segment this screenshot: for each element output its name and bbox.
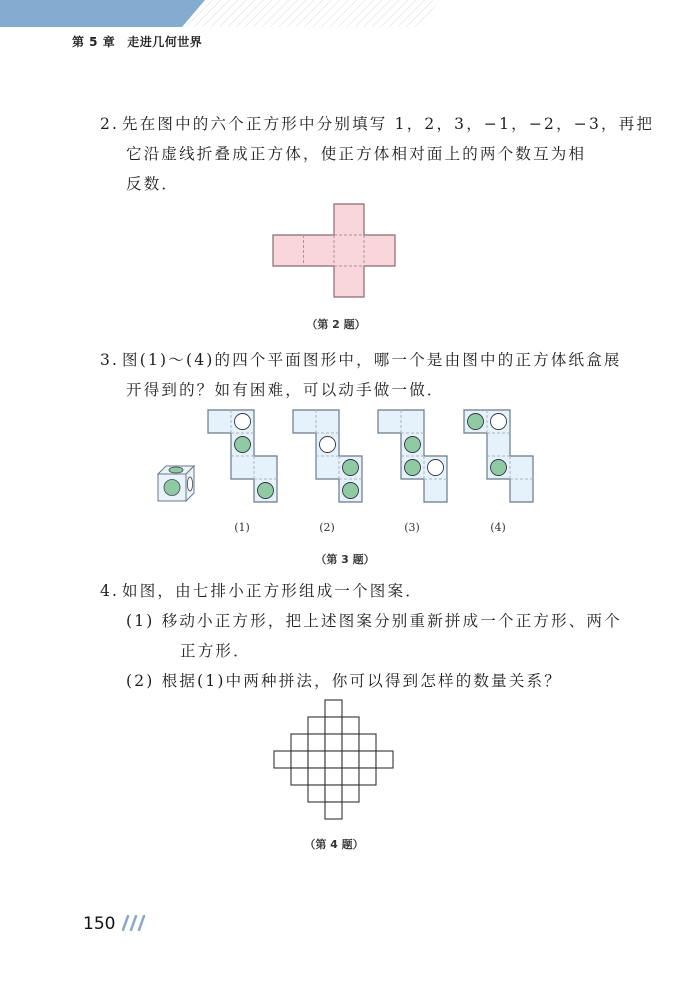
sub-question-text: 正方形． <box>180 642 251 660</box>
net-label-1: (1) <box>234 521 250 534</box>
sub-question-text: 移动小正方形，把上述图案分别重新拼成一个正方形、两个 <box>161 612 622 630</box>
question-text: 反数． <box>126 175 180 193</box>
page-number-text: 150 <box>83 914 116 934</box>
header-band <box>0 0 700 27</box>
page-number <box>83 914 148 934</box>
question-2 <box>100 109 655 199</box>
sub-question-label: (2) <box>126 672 155 690</box>
chapter-title: 走进几何世界 <box>127 35 203 49</box>
question-number: 4. <box>100 582 120 600</box>
net-label-2: (2) <box>319 521 335 534</box>
cube-figure <box>155 463 197 503</box>
question-number: 3. <box>100 351 120 369</box>
question-text: 开得到的？如有困难，可以动手做一做． <box>126 381 445 399</box>
net-label-4: (4) <box>490 521 506 534</box>
chapter-number: 第 5 章 <box>72 35 116 49</box>
figure-caption-q4: （第 4 题） <box>304 838 364 851</box>
sub-question-text: 根据(1)中两种拼法，你可以得到怎样的数量关系？ <box>161 672 562 690</box>
question-text: 如图，由七排小正方形组成一个图案． <box>122 582 423 600</box>
slash-decoration-icon <box>122 915 148 931</box>
cube-net-4 <box>463 409 535 505</box>
question-text: 图(1)～(4)的四个平面图形中，哪一个是由图中的正方体纸盒展 <box>122 351 622 369</box>
question-text: 它沿虚线折叠成正方体，使正方体相对面上的两个数互为相 <box>126 145 587 163</box>
cube-net-3 <box>377 409 449 505</box>
chapter-heading <box>72 33 202 50</box>
figure-caption-q2: （第 2 题） <box>306 318 366 331</box>
question-3 <box>100 345 622 405</box>
question-text: 先在图中的六个正方形中分别填写 1，2，3，−1，−2，−3，再把 <box>122 115 655 133</box>
cube-net-2 <box>292 409 364 505</box>
sub-question-label: (1) <box>126 612 155 630</box>
diamond-grid-figure <box>273 699 395 821</box>
question-4 <box>100 576 622 696</box>
figure-caption-q3: （第 3 题） <box>315 553 375 566</box>
question-number: 2. <box>100 115 120 133</box>
cross-net-figure <box>272 203 398 299</box>
net-label-3: (3) <box>404 521 420 534</box>
cube-net-1 <box>207 409 279 505</box>
